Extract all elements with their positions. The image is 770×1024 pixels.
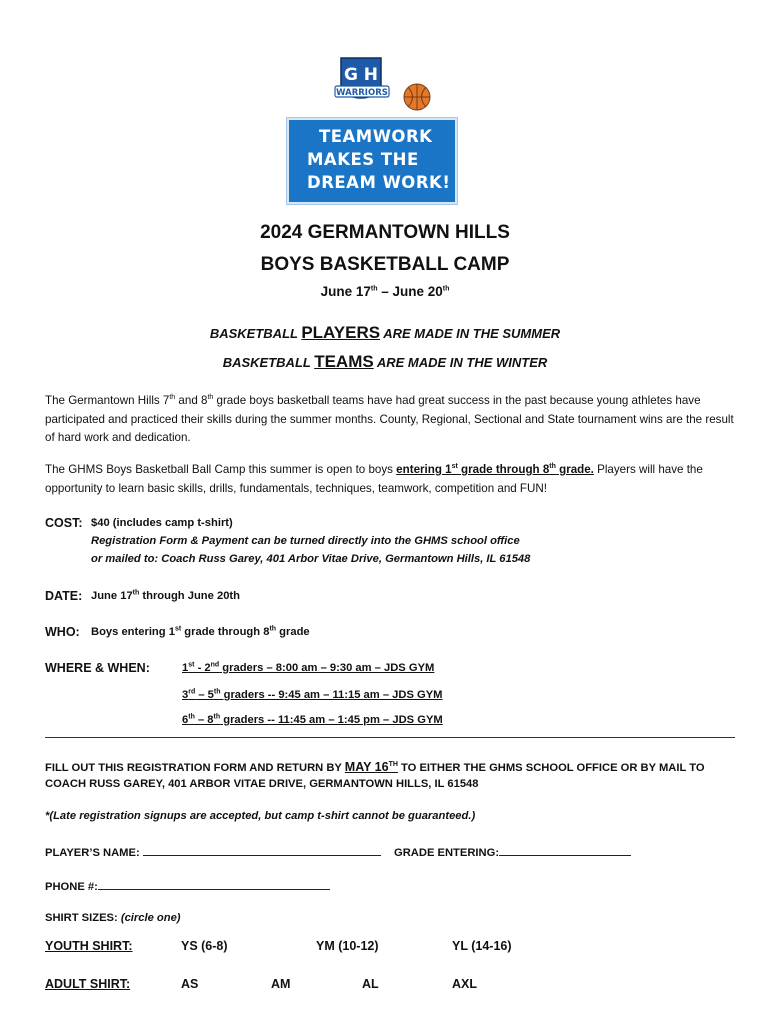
player-name-field[interactable]: PLAYER’S NAME: [45, 844, 381, 859]
banner-line-1: TEAMWORK [319, 127, 433, 146]
size-option-al[interactable]: AL [362, 977, 379, 991]
size-option-as[interactable]: AS [181, 977, 199, 991]
cost-mail-address: or mailed to: Coach Russ Garey, 401 Arbor Vitae Drive, Germantown Hills, IL 61548 [91, 553, 531, 565]
svg-text:WARRIORS: WARRIORS [336, 88, 388, 98]
intro-paragraph-2: The GHMS Boys Basketball Ball Camp this summer is open to boys entering 1st grade through 8th grade. Players will have the opportunity to learn basic skills, drills, fundamentals, techniques, teamwork, competition and FUN! [45, 463, 703, 495]
banner-line-2: MAKES THE [307, 150, 419, 169]
registration-instructions: FILL OUT THIS REGISTRATION FORM AND RETURN BY MAY 16TH TO EITHER THE GHMS SCHOOL OFFICE OR BY MAIL TO [45, 760, 705, 774]
intro-paragraph-1: The Germantown Hills 7th and 8th grade boys basketball teams have had great success in the past because young athletes have participated and practiced their skills during the summer months. County, Regional, Sectional and State tournament wins are the result of hard work and dedication. [45, 394, 734, 444]
grade-entering-field[interactable]: GRADE ENTERING: [394, 844, 631, 859]
gh-warriors-logo [333, 54, 433, 114]
adult-shirt-label: ADULT SHIRT: [45, 977, 131, 991]
session-2: 3rd – 5th graders -- 9:45 am – 11:15 am – JDS GYM [182, 688, 443, 701]
size-option-ym[interactable]: YM (10-12) [316, 939, 379, 953]
session-1: 1st - 2nd graders – 8:00 am – 9:30 am – JDS GYM [182, 661, 435, 674]
session-3: 6th – 8th graders -- 11:45 am – 1:45 pm – JDS GYM [182, 713, 443, 726]
slogan-line-2: BASKETBALL TEAMS ARE MADE IN THE WINTER [222, 352, 548, 371]
who-value: Boys entering 1st grade through 8th grade [91, 625, 310, 638]
camp-dates: June 17th – June 20th [320, 284, 450, 299]
shirt-sizes-label: SHIRT SIZES: (circle one) [45, 912, 181, 924]
size-option-axl[interactable]: AXL [452, 977, 477, 991]
size-option-ys[interactable]: YS (6-8) [181, 939, 228, 953]
size-option-yl[interactable]: YL (14-16) [452, 939, 512, 953]
camp-title-line-2: BOYS BASKETBALL CAMP [260, 254, 510, 275]
late-registration-note: *(Late registration signups are accepted, but camp t-shirt cannot be guaranteed.) [45, 810, 476, 822]
who-label: WHO: [45, 625, 80, 639]
camp-title-line-1: 2024 GERMANTOWN HILLS [260, 222, 510, 243]
cost-amount: $40 (includes camp t-shirt) [91, 517, 233, 529]
date-label: DATE: [45, 589, 83, 603]
slogan-line-1: BASKETBALL PLAYERS ARE MADE IN THE SUMMER [209, 323, 561, 342]
teamwork-banner [287, 118, 457, 204]
cost-payment-note: Registration Form & Payment can be turned directly into the GHMS school office [91, 535, 520, 547]
youth-shirt-label: YOUTH SHIRT: [45, 939, 133, 953]
registration-address: COACH RUSS GAREY, 401 ARBOR VITAE DRIVE, GERMANTOWN HILLS, IL 61548 [45, 778, 479, 790]
svg-text:G H: G H [343, 65, 379, 85]
date-value: June 17th through June 20th [91, 589, 240, 602]
cost-label: COST: [45, 516, 83, 530]
size-option-am[interactable]: AM [271, 977, 291, 991]
section-divider [45, 737, 735, 738]
banner-line-3: DREAM WORK! [307, 173, 451, 192]
where-when-label: WHERE & WHEN: [45, 661, 150, 675]
phone-field[interactable]: PHONE #: [45, 878, 330, 893]
